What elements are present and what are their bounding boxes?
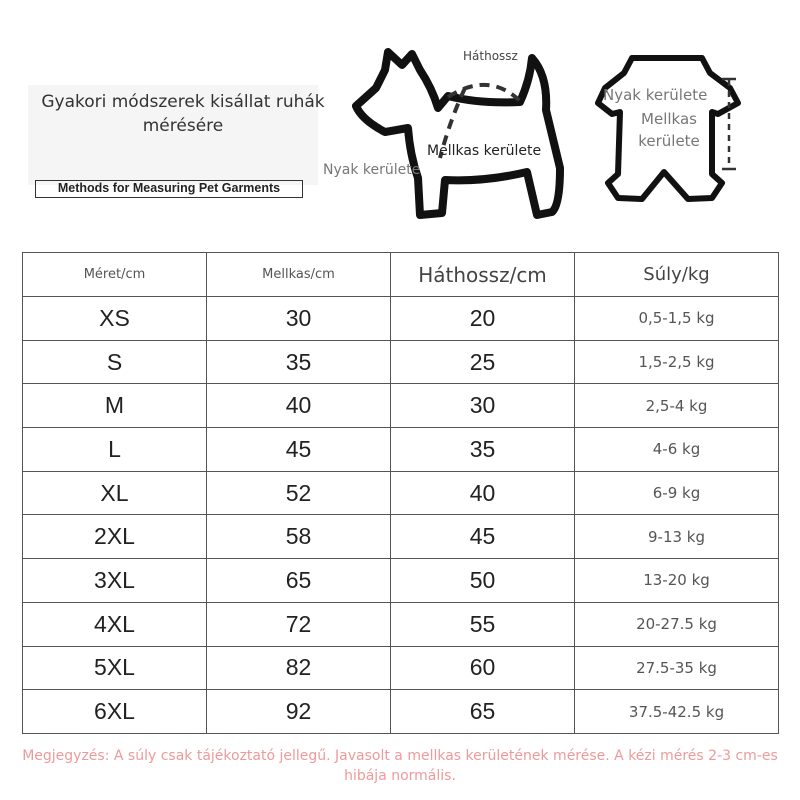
cell-size: 3XL bbox=[23, 559, 207, 603]
garment-chest-label: Mellkas kerülete bbox=[638, 110, 700, 150]
cell-size: 5XL bbox=[23, 646, 207, 690]
cell-chest: 35 bbox=[207, 340, 391, 384]
cell-chest: 30 bbox=[207, 297, 391, 341]
table-row bbox=[23, 602, 779, 646]
table-row bbox=[23, 297, 779, 341]
table-row bbox=[23, 515, 779, 559]
cell-chest: 45 bbox=[207, 428, 391, 472]
cell-chest: 52 bbox=[207, 471, 391, 515]
table-row bbox=[23, 646, 779, 690]
table-row bbox=[23, 428, 779, 472]
table-header-row bbox=[23, 253, 779, 297]
cell-weight: 20-27.5 kg bbox=[575, 602, 779, 646]
dog-silhouette-icon bbox=[356, 52, 560, 215]
page-title: Gyakori módszerek kisállat ruhák mérésére bbox=[41, 92, 325, 136]
cell-chest: 82 bbox=[207, 646, 391, 690]
table-row bbox=[23, 471, 779, 515]
table-row bbox=[23, 384, 779, 428]
cell-weight: 37.5-42.5 kg bbox=[575, 690, 779, 734]
cell-chest: 40 bbox=[207, 384, 391, 428]
cell-chest: 72 bbox=[207, 602, 391, 646]
cell-weight: 13-20 kg bbox=[575, 559, 779, 603]
cell-size: 2XL bbox=[23, 515, 207, 559]
header-chest: Mellkas/cm bbox=[207, 253, 391, 297]
cell-back-length: 60 bbox=[391, 646, 575, 690]
size-chart-table bbox=[22, 252, 779, 734]
cell-back-length: 25 bbox=[391, 340, 575, 384]
cell-back-length: 20 bbox=[391, 297, 575, 341]
cell-weight: 4-6 kg bbox=[575, 428, 779, 472]
garment-neck-label: Nyak kerülete bbox=[603, 86, 708, 104]
cell-weight: 27.5-35 kg bbox=[575, 646, 779, 690]
header-weight: Súly/kg bbox=[575, 253, 779, 297]
cell-size: 6XL bbox=[23, 690, 207, 734]
cell-back-length: 50 bbox=[391, 559, 575, 603]
cell-size: XS bbox=[23, 297, 207, 341]
cell-size: 4XL bbox=[23, 602, 207, 646]
cell-chest: 58 bbox=[207, 515, 391, 559]
cell-weight: 9-13 kg bbox=[575, 515, 779, 559]
cell-weight: 1,5-2,5 kg bbox=[575, 340, 779, 384]
dog-chest-label: Mellkas kerülete bbox=[427, 143, 542, 159]
cell-weight: 6-9 kg bbox=[575, 471, 779, 515]
footnote: Megjegyzés: A súly csak tájékoztató jellegű. Javasolt a mellkas kerületének mérése. A kézi mérés 2-3 cm-es hibája normális. bbox=[22, 748, 778, 784]
cell-chest: 92 bbox=[207, 690, 391, 734]
cell-back-length: 40 bbox=[391, 471, 575, 515]
header-back-length: Háthossz/cm bbox=[391, 253, 575, 297]
dog-back-length-label: Háthossz bbox=[463, 49, 518, 63]
cell-weight: 2,5-4 kg bbox=[575, 384, 779, 428]
table-row bbox=[23, 340, 779, 384]
cell-size: XL bbox=[23, 471, 207, 515]
cell-back-length: 55 bbox=[391, 602, 575, 646]
cell-back-length: 45 bbox=[391, 515, 575, 559]
cell-size: S bbox=[23, 340, 207, 384]
cell-back-length: 35 bbox=[391, 428, 575, 472]
cell-chest: 65 bbox=[207, 559, 391, 603]
table-row bbox=[23, 559, 779, 603]
table-row bbox=[23, 690, 779, 734]
english-subtitle-badge: Methods for Measuring Pet Garments bbox=[35, 180, 303, 198]
cell-back-length: 30 bbox=[391, 384, 575, 428]
cell-size: M bbox=[23, 384, 207, 428]
cell-weight: 0,5-1,5 kg bbox=[575, 297, 779, 341]
header-size: Méret/cm bbox=[23, 253, 207, 297]
cell-size: L bbox=[23, 428, 207, 472]
cell-back-length: 65 bbox=[391, 690, 575, 734]
dog-neck-label: Nyak kerülete bbox=[323, 162, 421, 178]
